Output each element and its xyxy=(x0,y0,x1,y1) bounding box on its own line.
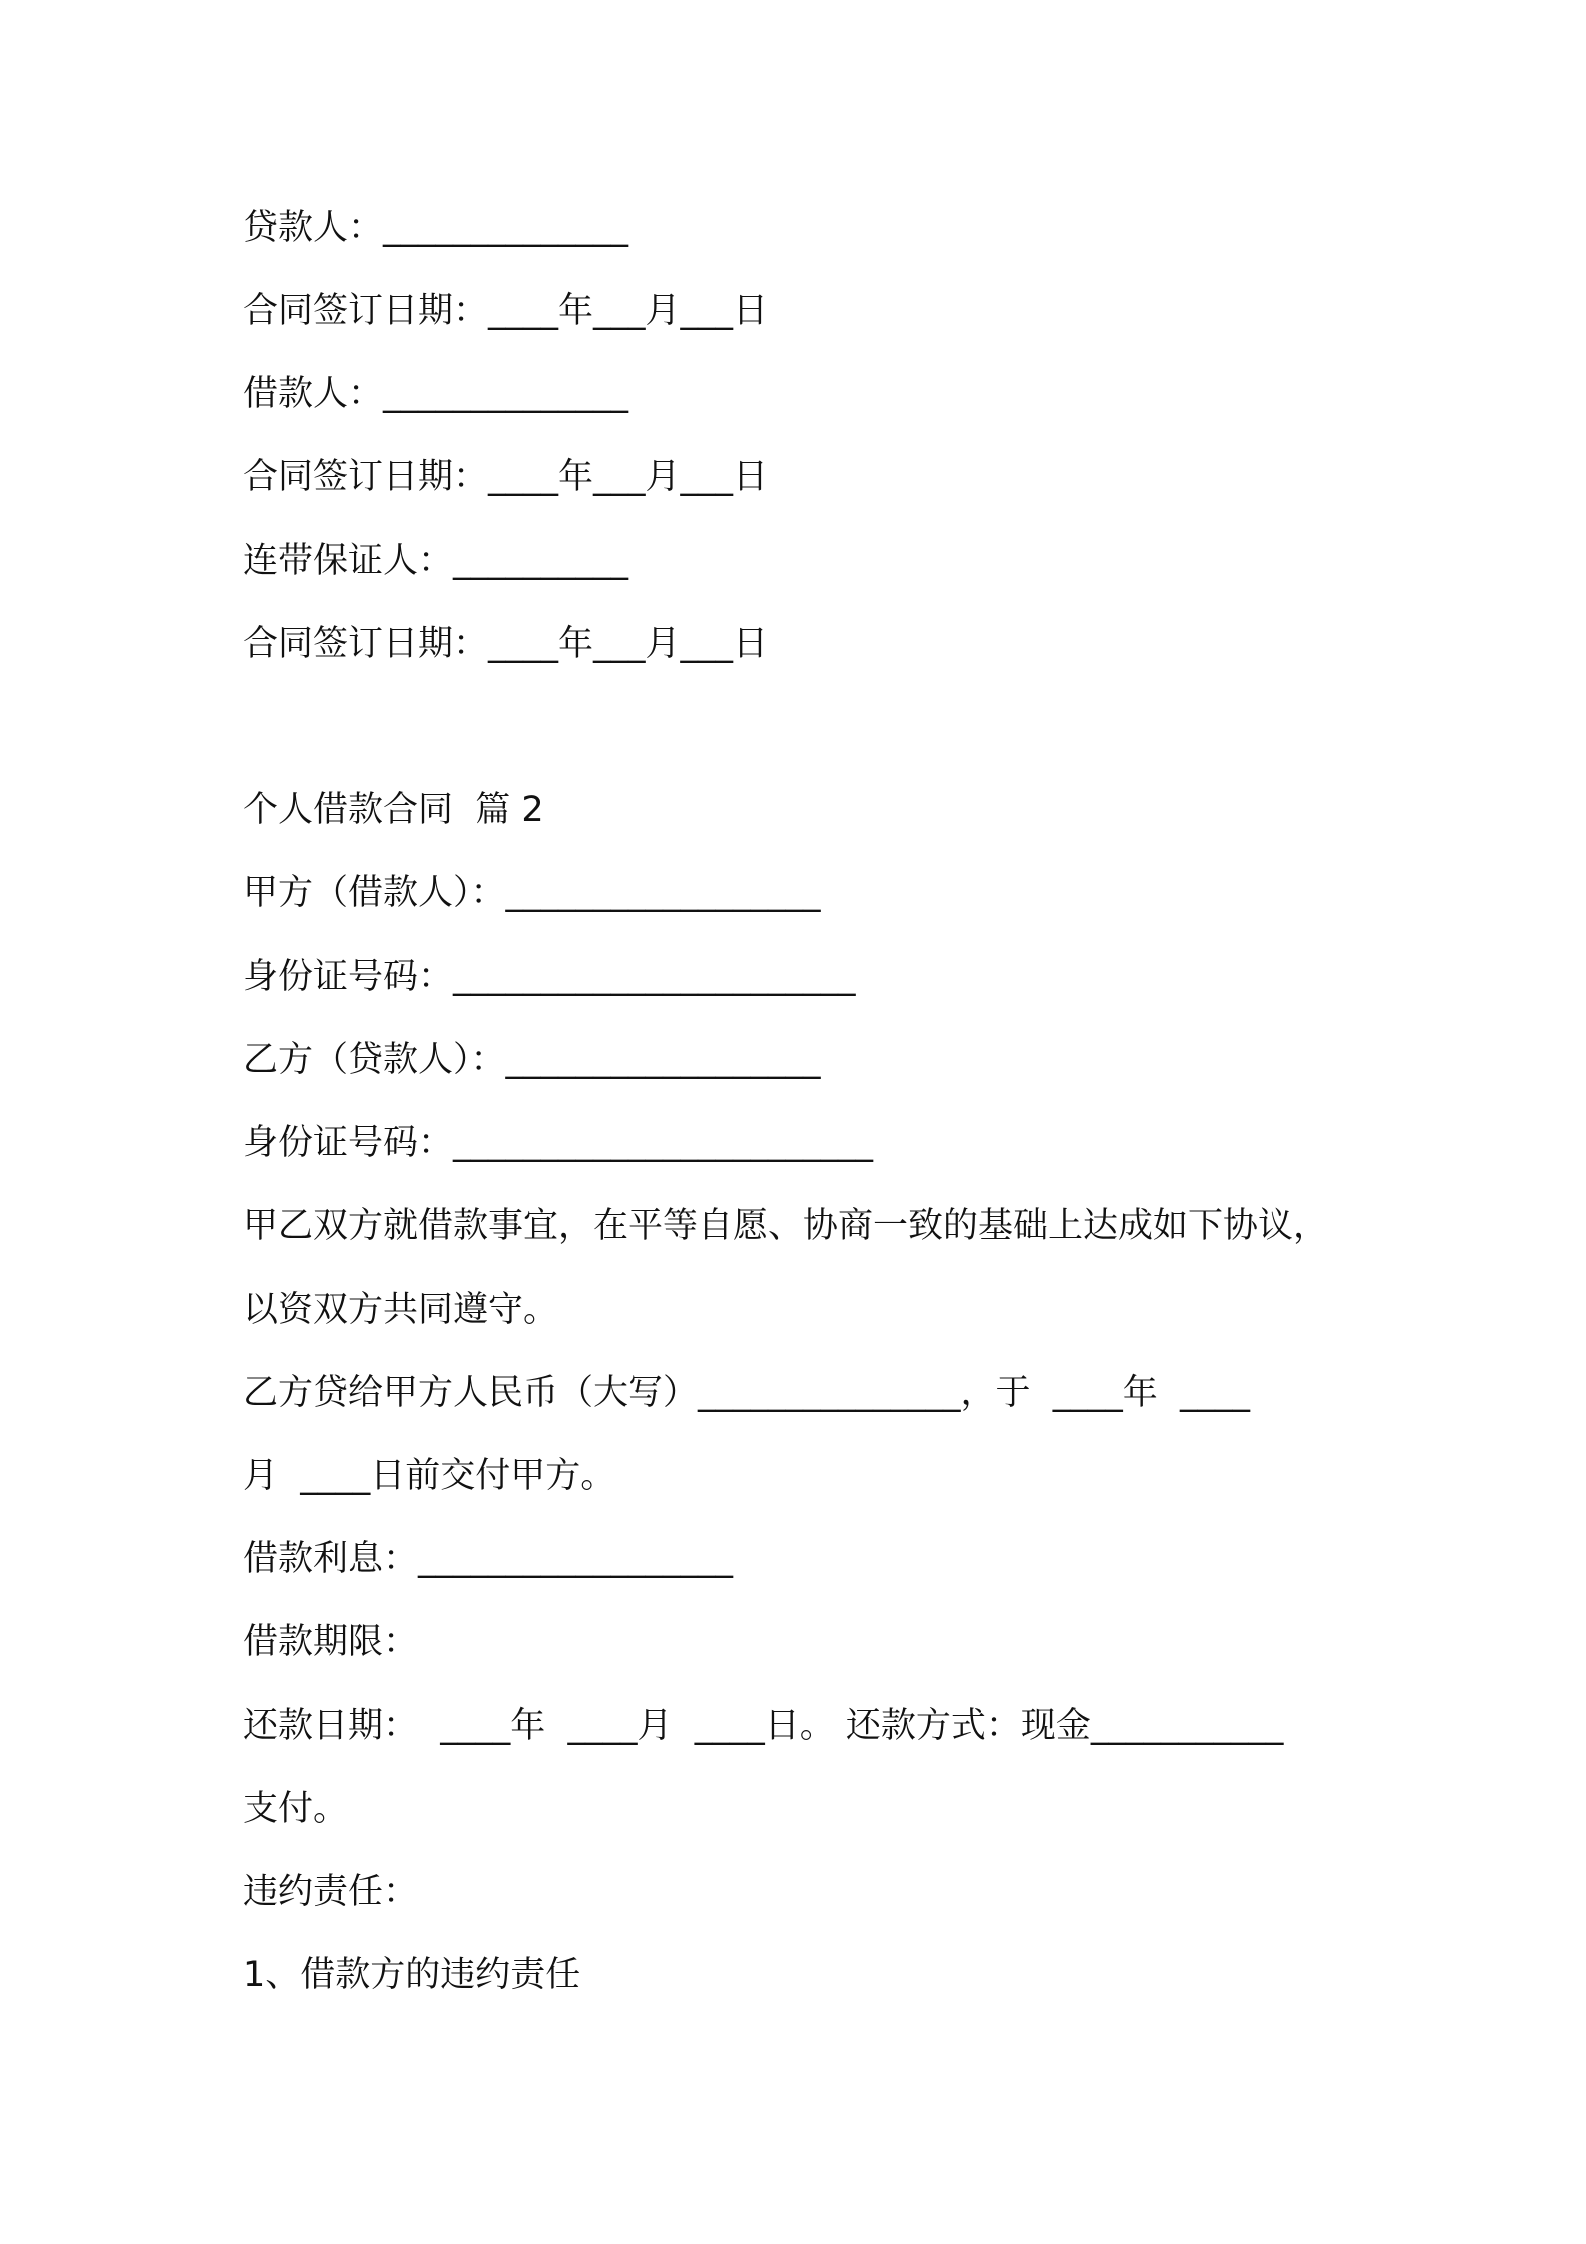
loan-amount-line-1: 乙方贷给甲方人民币（大写）_______________，于 ____年 ____ xyxy=(243,1373,1251,1413)
guarantor-signature-line: 连带保证人：__________ xyxy=(243,541,629,581)
party-b-line: 乙方（贷款人）：__________________ xyxy=(243,1040,821,1080)
repayment-date-line: 还款日期： ____年 ____月 ____日。 还款方式：现金___________ xyxy=(243,1706,1284,1746)
party-a-line: 甲方（借款人）：__________________ xyxy=(243,873,821,913)
borrower-signature-line: 借款人：______________ xyxy=(243,374,629,414)
default-liability-heading: 违约责任： xyxy=(243,1872,419,1912)
guarantor-signing-date-line: 合同签订日期：____年___月___日 xyxy=(243,624,769,664)
borrower-signing-date-line: 合同签订日期：____年___月___日 xyxy=(243,457,769,497)
lender-signature-line: 贷款人：______________ xyxy=(243,208,629,248)
agreement-intro-line-1: 甲乙双方就借款事宜，在平等自愿、协商一致的基础上达成如下协议， xyxy=(243,1206,1329,1246)
loan-interest-line: 借款利息：__________________ xyxy=(243,1539,734,1579)
lender-signing-date-line: 合同签订日期：____年___月___日 xyxy=(243,291,769,331)
loan-term-line: 借款期限： xyxy=(243,1622,419,1662)
contract-title-2: 个人借款合同 篇 2 xyxy=(243,790,544,830)
party-b-id-line: 身份证号码：________________________ xyxy=(243,1123,874,1163)
repayment-method-line: 支付。 xyxy=(243,1789,349,1829)
agreement-intro-line-2: 以资双方共同遵守。 xyxy=(243,1290,559,1330)
borrower-default-liability: 1、借款方的违约责任 xyxy=(243,1955,581,1995)
loan-amount-line-2: 月 ____日前交付甲方。 xyxy=(243,1456,616,1496)
party-a-id-line: 身份证号码：_______________________ xyxy=(243,957,856,997)
